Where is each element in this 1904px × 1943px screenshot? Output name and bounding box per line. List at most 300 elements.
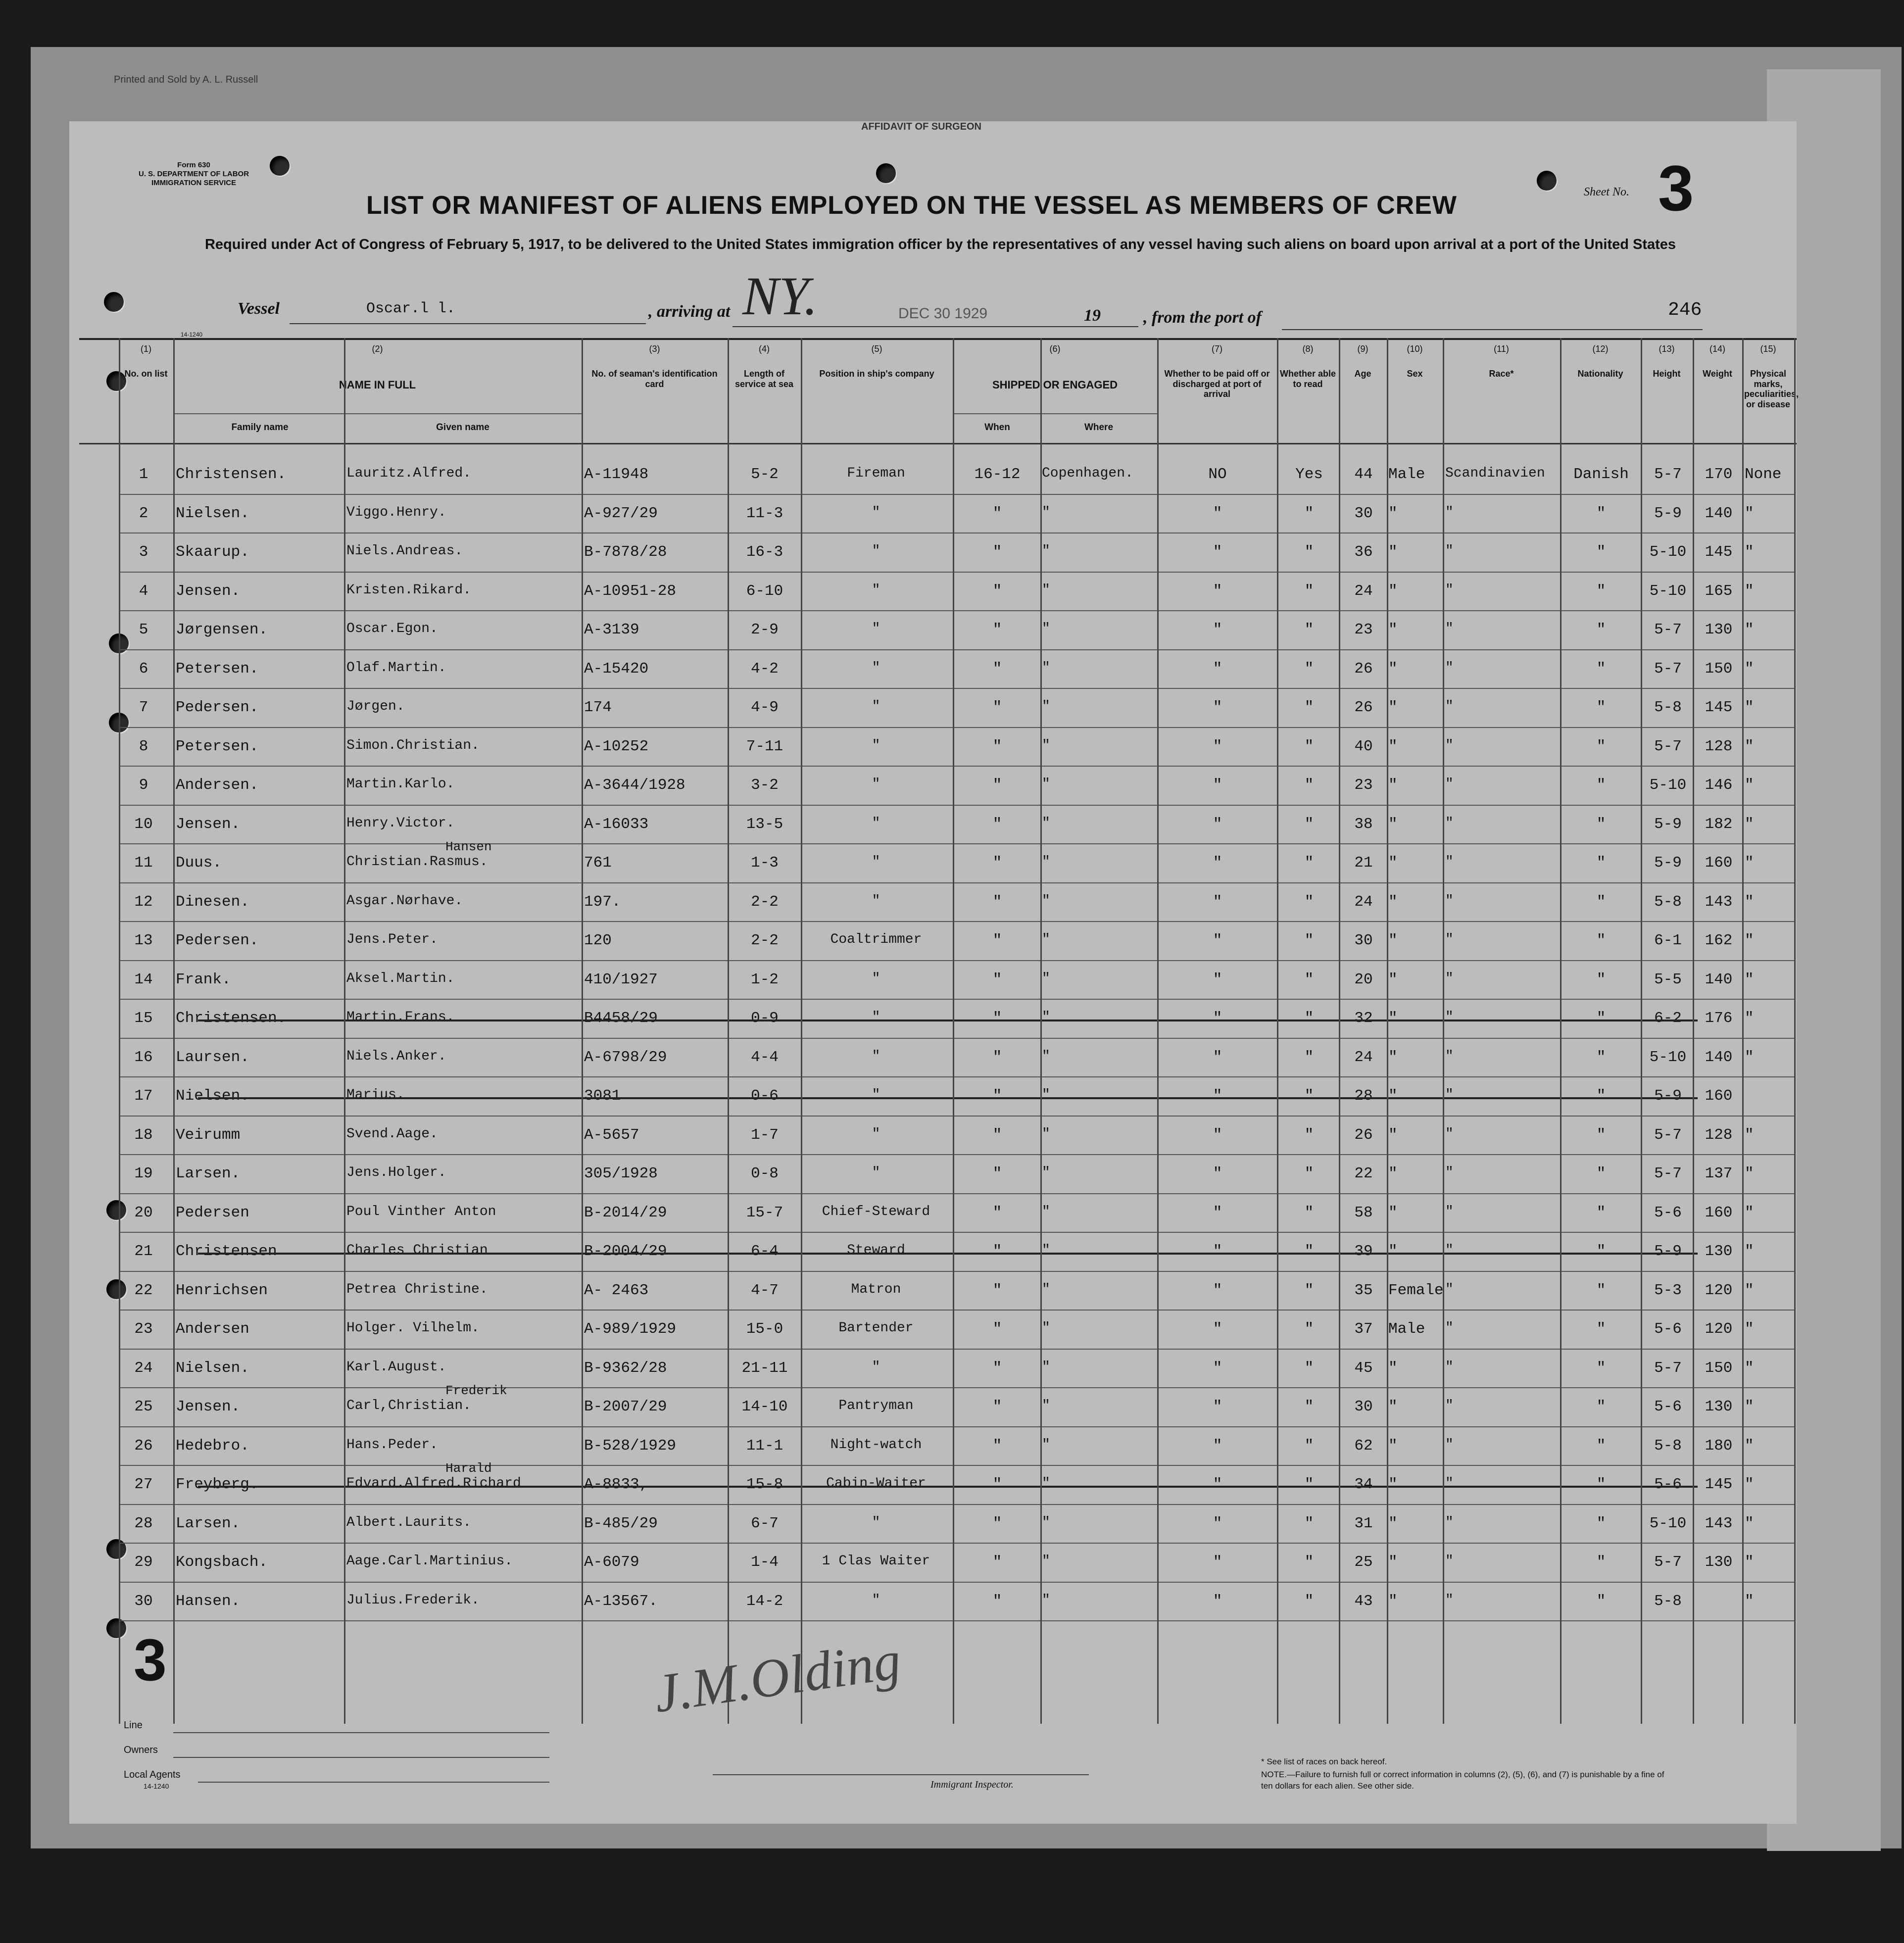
cell-length: 2-2 [751,893,779,911]
cell-nat: " [1596,1087,1606,1105]
cell-paid: " [1213,1514,1222,1532]
cell-read: " [1304,543,1314,561]
cell-race: " [1445,1554,1454,1569]
subheader-rule [173,413,582,414]
column-rule [1742,338,1744,1724]
cell-nat: " [1596,1281,1606,1299]
cell-marks: " [1745,1437,1754,1455]
column-number-weight: (14) [1709,344,1725,354]
cell-weight: 145 [1705,1476,1733,1493]
cell-read: Yes [1295,466,1323,483]
from-port-underline [1282,329,1703,330]
cell-position: " [872,543,880,559]
cell-weight: 162 [1705,932,1733,949]
cell-length: 3-2 [751,777,779,794]
footer-owners-rule [173,1757,549,1758]
cell-race: " [1445,1398,1454,1413]
cell-marks: " [1745,854,1754,872]
row-rule [119,1038,1794,1039]
cell-marks: " [1745,971,1754,988]
date-underline [881,326,1138,327]
cell-card: B-9362/28 [584,1359,667,1377]
row-rule [119,533,1794,534]
cell-marks: " [1745,504,1754,522]
cell-no: 28 [134,1514,153,1532]
cell-marks: " [1745,1281,1754,1299]
cell-card: A-927/29 [584,504,658,522]
cell-marks: " [1745,660,1754,678]
cell-age: 36 [1354,543,1373,561]
cell-when: " [992,971,1002,988]
cell-nat: " [1596,1592,1606,1610]
cell-no: 17 [134,1087,153,1105]
cell-length: 1-4 [751,1554,779,1571]
cell-race: " [1445,971,1454,986]
strike-through-line [198,1253,1698,1255]
cell-read: " [1304,1437,1314,1455]
cell-weight: 143 [1705,1514,1733,1532]
cell-no: 27 [134,1476,153,1493]
cell-race: " [1445,1514,1454,1530]
column-header-race: Race* [1489,369,1514,379]
cell-position: " [872,1126,880,1142]
cell-marks: None [1745,466,1782,483]
cell-height: 5-10 [1649,777,1687,794]
cell-paid: " [1213,1359,1222,1377]
cell-given: Kristen.Rikard. [346,582,472,598]
cell-where: " [1042,660,1050,676]
cell-where: " [1042,777,1050,792]
cell-given: Carl,Christian. [346,1398,472,1413]
column-number-sex: (10) [1407,344,1423,354]
row-rule [119,999,1794,1000]
cell-age: 23 [1354,621,1373,638]
cell-position: Coaltrimmer [830,932,922,947]
cell-paid: " [1213,1320,1222,1338]
cell-sex: " [1388,1592,1398,1610]
cell-position: " [872,1359,880,1375]
cell-no: 8 [139,737,148,755]
cell-height: 5-9 [1654,1087,1682,1105]
cell-position: " [872,1087,880,1103]
subtitle: Required under Act of Congress of February 5, 1917, to be delivered to the United States immigration officer by the representatives of any vessel having such aliens on board upon arrival at a port of the United States [204,237,1676,252]
cell-weight: 128 [1705,737,1733,755]
cell-where: " [1042,543,1050,559]
cell-paid: " [1213,854,1222,872]
cell-paid: NO [1208,466,1227,483]
cell-where: Copenhagen. [1042,466,1133,481]
note-races: * See list of races on back hereof. [1261,1757,1387,1766]
cell-when: " [992,504,1002,522]
cell-no: 1 [139,466,148,483]
cell-weight: 165 [1705,582,1733,600]
vessel-underline [290,323,646,324]
column-header-read: Whether able to read [1279,369,1336,389]
cell-race: " [1445,1476,1454,1491]
row-rule [119,1154,1794,1155]
cell-sex: Male [1388,466,1425,483]
cell-read: " [1304,854,1314,872]
column-rule [953,338,954,1724]
column-header-no: No. on list [124,369,168,379]
cell-when: " [992,1126,1002,1144]
cell-card: 305/1928 [584,1165,658,1182]
cell-card: A- 2463 [584,1281,649,1299]
row-rule [119,727,1794,728]
column-number-race: (11) [1494,344,1509,354]
cell-age: 30 [1354,504,1373,522]
cell-no: 9 [139,777,148,794]
cell-given: Karl.August. [346,1359,446,1375]
cell-when: " [992,1087,1002,1105]
cell-family: Nielsen. [176,1087,249,1105]
cell-nat: " [1596,777,1606,794]
cell-age: 38 [1354,815,1373,833]
arriving-label: , arriving at [648,302,731,321]
cell-paid: " [1213,932,1222,949]
cell-height: 5-6 [1654,1398,1682,1415]
cell-where: " [1042,1554,1050,1569]
cell-race: " [1445,1281,1454,1297]
inspector-signature: J.M.Olding [650,1629,904,1724]
cell-weight: 140 [1705,971,1733,988]
cell-read: " [1304,1359,1314,1377]
cell-sex: " [1388,932,1398,949]
cell-sex: " [1388,893,1398,911]
cell-marks: " [1745,1359,1754,1377]
cell-race: " [1445,932,1454,947]
cell-no: 26 [134,1437,153,1455]
cell-age: 32 [1354,1010,1373,1027]
column-number-paid_off: (7) [1212,344,1222,354]
cell-position: " [872,504,880,520]
cell-when: " [992,854,1002,872]
cell-length: 7-11 [746,737,783,755]
cell-race: " [1445,699,1454,714]
cell-given: Hans.Peder. [346,1437,438,1453]
cell-weight: 145 [1705,543,1733,561]
cell-weight: 180 [1705,1437,1733,1455]
row-rule [119,960,1794,961]
form-number: Form 630 [177,161,210,169]
cell-weight: 130 [1705,621,1733,638]
cell-read: " [1304,1165,1314,1182]
column-number-card: (3) [649,344,660,354]
inspector-label: Immigrant Inspector. [930,1779,1014,1790]
punch-hole [106,1200,126,1220]
cell-card: A-8833, [584,1476,649,1493]
column-rule [1157,338,1159,1724]
cell-position: Bartender [838,1320,914,1336]
strike-through-line [198,1020,1698,1021]
cell-read: " [1304,932,1314,949]
row-rule [119,921,1794,922]
row-rule [119,610,1794,611]
cell-weight: 137 [1705,1165,1733,1182]
cell-age: 45 [1354,1359,1373,1377]
cell-nat: " [1596,893,1606,911]
cell-when: " [992,815,1002,833]
cell-no: 11 [134,854,153,872]
cell-where: " [1042,1398,1050,1413]
cell-read: " [1304,1281,1314,1299]
cell-when: " [992,699,1002,716]
cell-sex: " [1388,1476,1398,1493]
cell-nat: " [1596,660,1606,678]
cell-nat: " [1596,1320,1606,1338]
cell-read: " [1304,660,1314,678]
cell-card: A-16033 [584,815,649,833]
cell-height: 5-10 [1649,582,1687,600]
cell-length: 11-3 [746,504,783,522]
cell-given: Olaf.Martin. [346,660,446,676]
footer-agents-rule [198,1782,549,1783]
cell-sex: Male [1388,1320,1425,1338]
cell-given: Edvard.Alfred.Richard [346,1476,521,1491]
cell-paid: " [1213,1476,1222,1493]
cell-where: " [1042,582,1050,598]
cell-nat: " [1596,1554,1606,1571]
column-rule [582,338,583,1724]
cell-family: Jensen. [176,582,241,600]
cell-no: 23 [134,1320,153,1338]
note-penalty: NOTE.—Failure to furnish full or correct information in columns (2), (5), (6), and (7) is punishable by a fine of ten dollars for each alien. See other side. [1261,1770,1664,1791]
cell-when: " [992,1010,1002,1027]
cell-length: 4-7 [751,1281,779,1299]
cell-card: 410/1927 [584,971,658,988]
row-rule [119,1076,1794,1077]
cell-race: " [1445,1243,1454,1258]
cell-card: 120 [584,932,612,949]
cell-family: Kongsbach. [176,1554,268,1571]
cell-sex: " [1388,660,1398,678]
cell-no: 18 [134,1126,153,1144]
row-rule [119,494,1794,495]
cell-weight: 176 [1705,1010,1733,1027]
cell-family: Dinesen. [176,893,249,911]
cell-length: 14-10 [741,1398,788,1415]
cell-given-added: Harald [445,1461,492,1476]
cell-marks: " [1745,699,1754,716]
cell-where: " [1042,1476,1050,1491]
cell-age: 58 [1354,1204,1373,1221]
footer-line-rule [173,1732,549,1733]
cell-given: Jens.Peter. [346,932,438,947]
cell-when: " [992,1398,1002,1415]
cell-weight: 145 [1705,699,1733,716]
page-number: 246 [1668,299,1702,321]
column-number-name: (2) [372,344,383,354]
cell-position: Fireman [847,466,905,481]
cell-race: " [1445,1359,1454,1375]
cell-card: A-6798/29 [584,1048,667,1066]
arriving-port: NY. [742,266,818,326]
cell-race: " [1445,1320,1454,1336]
cell-nat: " [1596,1476,1606,1493]
cell-family: Duus. [176,854,222,872]
cell-weight: 140 [1705,504,1733,522]
cell-race: " [1445,582,1454,598]
cell-where: " [1042,1243,1050,1258]
cell-height: 5-9 [1654,854,1682,872]
cell-no: 29 [134,1554,153,1571]
cell-marks: " [1745,815,1754,833]
cell-card: A-989/1929 [584,1320,677,1338]
table-top-rule [79,338,1797,340]
column-rule [1277,338,1278,1724]
cell-race: " [1445,893,1454,909]
cell-position: " [872,815,880,831]
cell-card: B-2004/29 [584,1243,667,1260]
cell-position: 1 Clas Waiter [822,1554,930,1569]
cell-age: 34 [1354,1476,1373,1493]
cell-marks: " [1745,1554,1754,1571]
cell-position: " [872,737,880,753]
cell-no: 13 [134,932,153,949]
cell-length: 13-5 [746,815,783,833]
cell-card: A-11948 [584,466,649,483]
column-header-sex: Sex [1407,369,1423,379]
cell-marks: " [1745,1126,1754,1144]
punch-hole [106,1539,126,1559]
cell-height: 5-7 [1654,1359,1682,1377]
row-rule [119,1426,1794,1427]
cell-race: " [1445,1087,1454,1103]
cell-height: 5-10 [1649,543,1687,561]
subheader-rule [953,413,1157,414]
cell-length: 2-2 [751,932,779,949]
cell-where: " [1042,815,1050,831]
cell-card: A-3644/1928 [584,777,685,794]
column-header-name: NAME IN FULL [339,379,416,391]
cell-race: " [1445,660,1454,676]
cell-marks: " [1745,893,1754,911]
cell-family: Nielsen. [176,504,249,522]
cell-paid: " [1213,1048,1222,1066]
cell-paid: " [1213,815,1222,833]
cell-weight: 120 [1705,1320,1733,1338]
cell-given: Charles Christian [346,1243,488,1258]
cell-race: Scandinavien [1445,466,1545,481]
footer-agents-code: 14-1240 [144,1782,169,1790]
cell-marks: " [1745,1048,1754,1066]
cell-read: " [1304,1087,1314,1105]
cell-paid: " [1213,621,1222,638]
cell-length: 16-3 [746,543,783,561]
cell-family: Nielsen. [176,1359,249,1377]
cell-height: 6-2 [1654,1010,1682,1027]
column-subheader-where: Where [1084,422,1114,433]
cell-height: 5-9 [1654,504,1682,522]
cell-height: 5-8 [1654,1437,1682,1455]
column-subheader-when: When [984,422,1010,433]
column-subheader-family: Family name [231,422,289,433]
cell-no: 20 [134,1204,153,1221]
cell-age: 35 [1354,1281,1373,1299]
cell-when: " [992,1320,1002,1338]
cell-where: " [1042,504,1050,520]
column-rule [1339,338,1340,1724]
cell-read: " [1304,1554,1314,1571]
cell-weight: 160 [1705,1087,1733,1105]
row-rule [119,1310,1794,1311]
cell-card: A-13567. [584,1592,658,1610]
cell-age: 21 [1354,854,1373,872]
row-rule [119,688,1794,689]
cell-paid: " [1213,543,1222,561]
cell-read: " [1304,971,1314,988]
cell-nat: " [1596,971,1606,988]
cell-paid: " [1213,1087,1222,1105]
cell-no: 14 [134,971,153,988]
cell-no: 6 [139,660,148,678]
vessel-name: Oscar.l l. [366,300,456,317]
cell-family: Jørgensen. [176,621,268,638]
strike-through-line [198,1486,1698,1488]
cell-read: " [1304,1243,1314,1260]
cell-family: Andersen [176,1320,249,1338]
cell-length: 4-9 [751,699,779,716]
cell-nat: " [1596,543,1606,561]
form-block [139,161,249,188]
cell-given: Niels.Anker. [346,1048,446,1064]
cell-given: Oscar.Egon. [346,621,438,636]
cell-sex: " [1388,854,1398,872]
cell-age: 26 [1354,699,1373,716]
cell-weight: 130 [1705,1398,1733,1415]
cell-nat: " [1596,1126,1606,1144]
cell-weight: 130 [1705,1554,1733,1571]
cell-race: " [1445,777,1454,792]
cell-no: 12 [134,893,153,911]
cell-position: Matron [851,1281,901,1297]
cell-card: A-6079 [584,1554,639,1571]
cell-read: " [1304,737,1314,755]
cell-paid: " [1213,777,1222,794]
form-department: U. S. DEPARTMENT OF LABOR [139,170,249,178]
form-service: IMMIGRATION SERVICE [151,179,237,187]
cell-length: 5-2 [751,466,779,483]
cell-weight: 160 [1705,854,1733,872]
cell-given: Jørgen. [346,699,405,714]
cell-where: " [1042,1359,1050,1375]
row-rule [119,1465,1794,1466]
row-rule [119,1193,1794,1194]
cell-height: 5-7 [1654,737,1682,755]
cell-card: A-15420 [584,660,649,678]
cell-race: " [1445,621,1454,636]
cell-marks: " [1745,1204,1754,1221]
cell-position: Chief-Steward [822,1204,930,1219]
cell-given: Asgar.Nørhave. [346,893,463,909]
column-header-card: No. of seaman's identification card [591,369,718,389]
cell-given: Niels.Andreas. [346,543,463,559]
column-rule [1641,338,1642,1724]
column-number-shipped: (6) [1049,344,1061,354]
cell-when: " [992,932,1002,949]
cell-no: 24 [134,1359,153,1377]
cell-no: 21 [134,1243,153,1260]
cell-sex: " [1388,543,1398,561]
punch-hole [106,1279,126,1299]
cell-card: B-2007/29 [584,1398,667,1415]
sheet-number: 3 [1658,152,1694,224]
cell-height: 5-5 [1654,971,1682,988]
cell-age: 39 [1354,1243,1373,1260]
cell-nat: " [1596,1048,1606,1066]
cell-length: 0-6 [751,1087,779,1105]
cell-nat: Danish [1573,466,1629,483]
